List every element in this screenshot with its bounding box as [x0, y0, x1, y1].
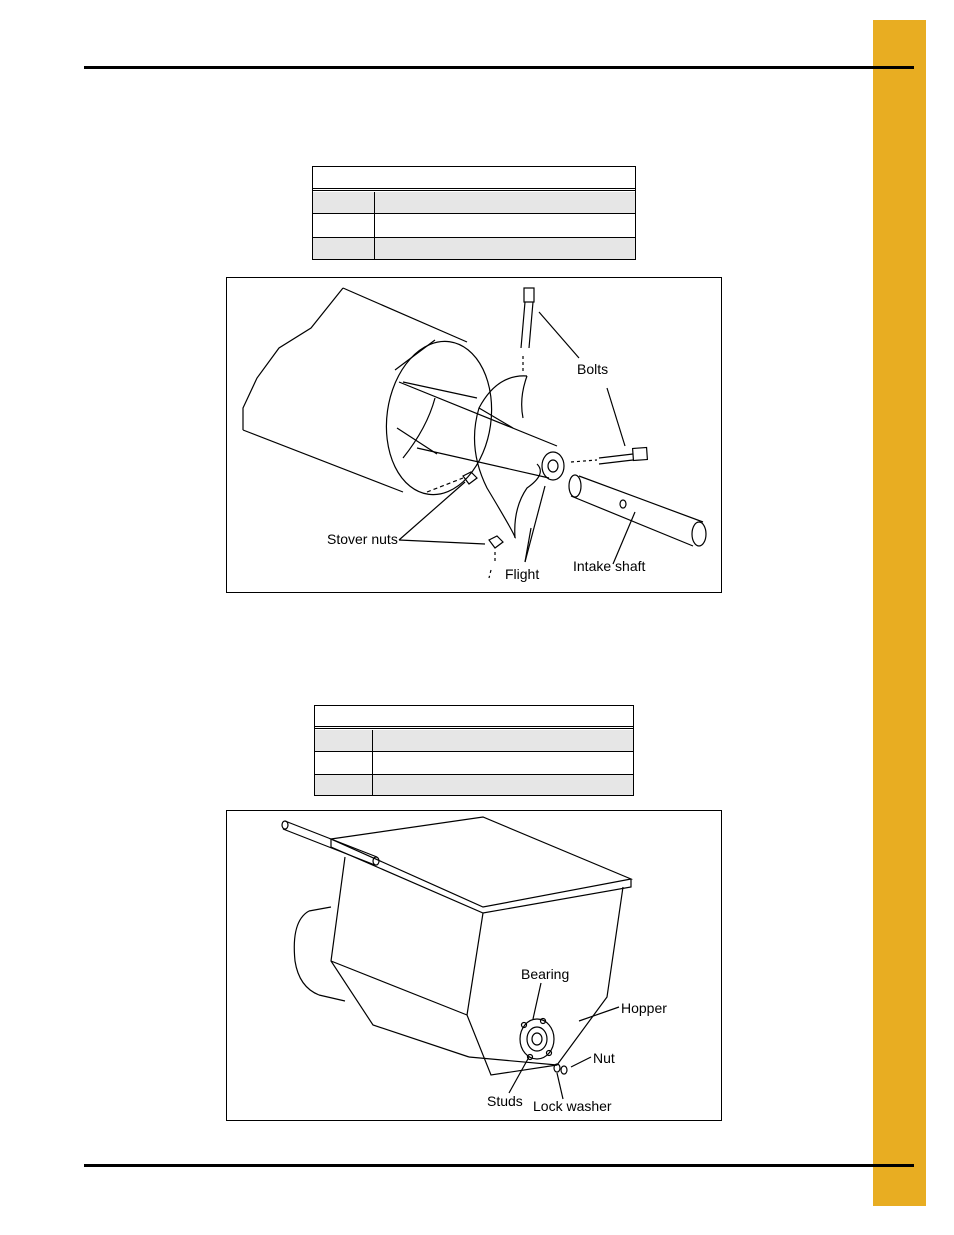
label-studs: Studs: [487, 1093, 523, 1109]
figure-hopper-assembly: [226, 810, 722, 1121]
table-row: [315, 751, 633, 774]
chapter-side-tab: [873, 20, 926, 1206]
parts-table-2: [314, 705, 634, 796]
footer-rule: [84, 1164, 914, 1167]
flight-assembly-drawing: [227, 278, 723, 594]
hopper-assembly-drawing: [227, 811, 723, 1122]
label-nut: Nut: [593, 1050, 615, 1066]
table-row: [313, 237, 635, 259]
table-column-divider: [374, 192, 375, 259]
label-hopper: Hopper: [621, 1000, 667, 1016]
label-stover-nuts: Stover nuts: [327, 531, 398, 547]
table-row: [315, 730, 633, 751]
parts-table-1: [312, 166, 636, 260]
table-column-divider: [372, 730, 373, 795]
header-rule: [84, 66, 914, 69]
label-bearing: Bearing: [521, 966, 570, 982]
table-header: [315, 706, 633, 729]
table-header: [313, 167, 635, 191]
table-row: [313, 192, 635, 213]
figure-flight-assembly: [226, 277, 722, 593]
label-bolts: Bolts: [577, 361, 609, 377]
label-lock-washer: Lock washer: [533, 1098, 612, 1114]
label-intake-shaft: Intake shaft: [573, 558, 646, 574]
table-row: [313, 213, 635, 237]
table-row: [315, 774, 633, 795]
label-flight: Flight: [505, 566, 540, 582]
